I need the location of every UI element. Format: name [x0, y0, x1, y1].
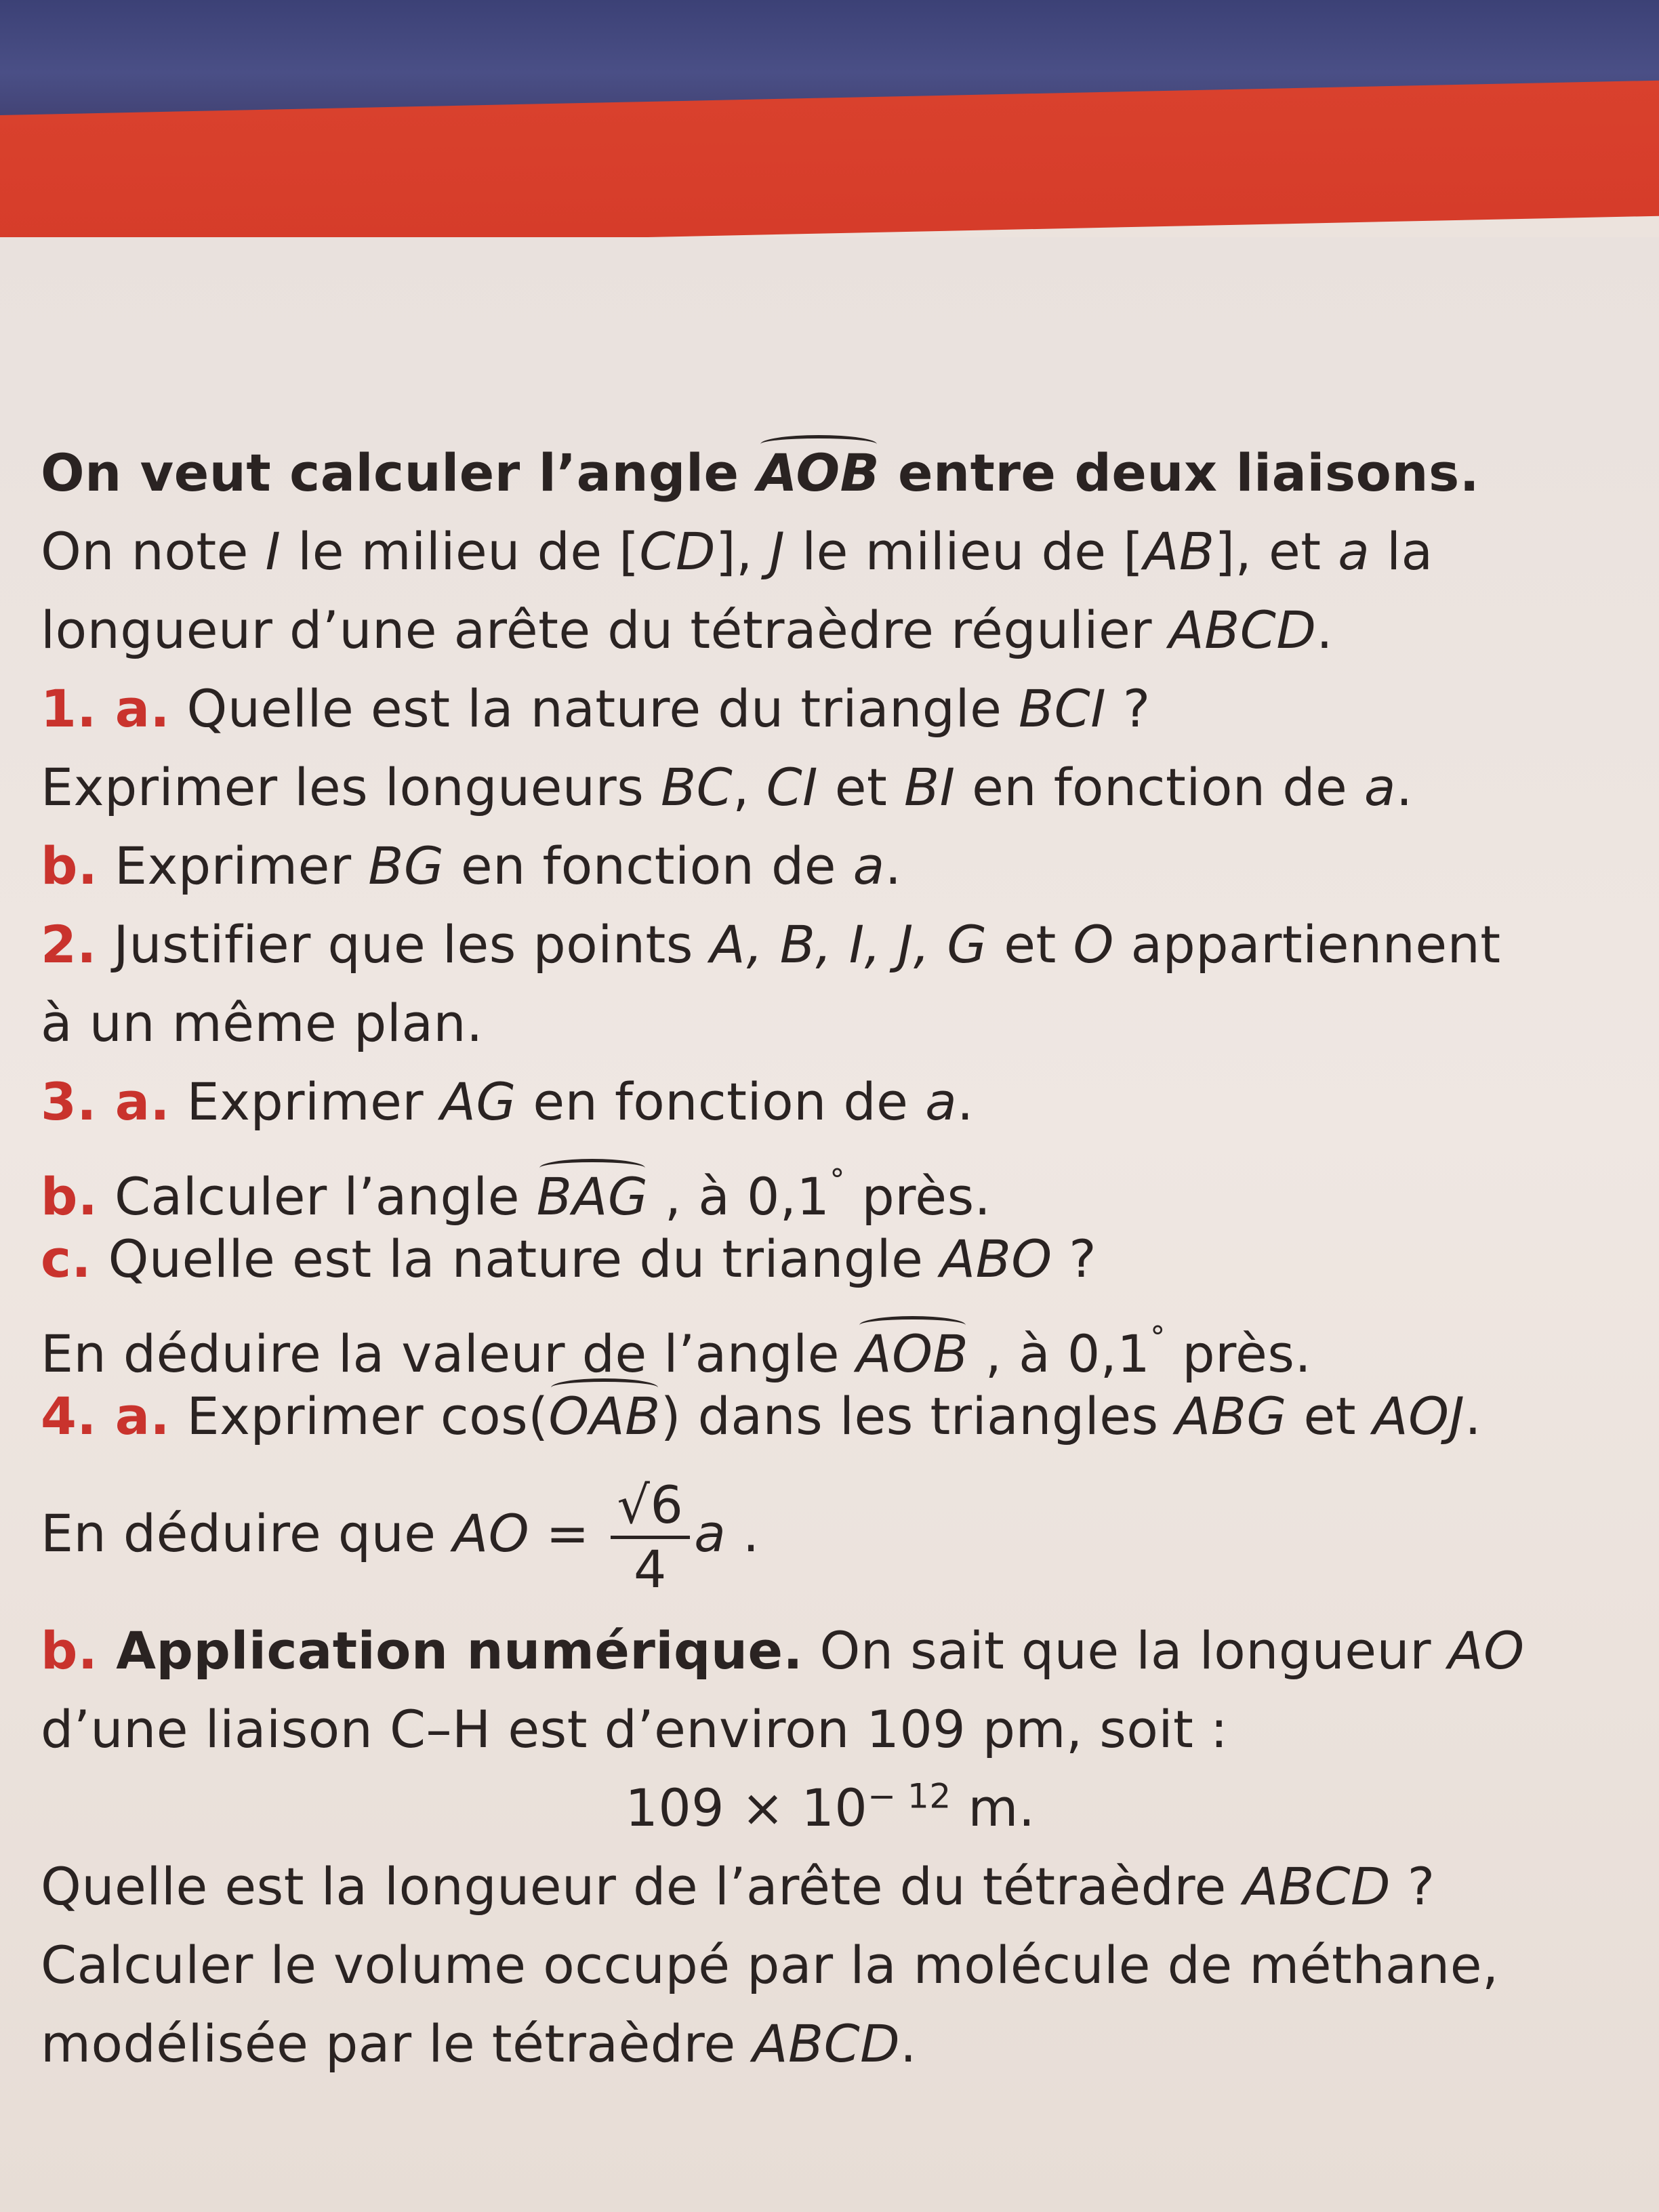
- question-3c-line-2: En déduire la valeur de l’angle AOB , à 0,1° près.: [41, 1298, 1620, 1377]
- intro-line-2: On note I le milieu de [CD], J le milieu de [AB], et a la: [41, 521, 1433, 581]
- intro-title: On veut calculer l’angle AOB entre deux liaisons.: [41, 434, 1620, 512]
- question-1a: 1. a. Quelle est la nature du triangle BCI ?: [41, 678, 1151, 739]
- question-4b: b. Application numérique. On sait que la longueur AO: [41, 1620, 1525, 1681]
- fraction-sqrt6-over-4: $\frac{√6}{4}$: [611, 1475, 691, 1600]
- question-3b: b. Calculer l’angle BAG , à 0,1° près.: [41, 1141, 1620, 1220]
- question-number: 2.: [41, 914, 97, 975]
- question-number: b.: [41, 1166, 98, 1227]
- question-1b: b. Exprimer BG en fonction de a.: [41, 836, 902, 896]
- question-4b-formula: $109 \times 10^{- 12}$ m.: [625, 1776, 1036, 1838]
- question-number: 4. a.: [41, 1386, 170, 1446]
- angle-aob: AOB: [857, 1315, 968, 1393]
- question-4b-line-5: Calculer le volume occupé par la molécule de méthane,: [41, 1935, 1499, 1995]
- question-number: 1. a.: [41, 678, 170, 739]
- question-number: b.: [41, 836, 98, 896]
- angle-oab: OAB: [548, 1377, 660, 1456]
- question-number: b.: [41, 1620, 98, 1681]
- angle-aob: AOB: [758, 434, 880, 512]
- question-4a: 4. a. Exprimer cos(OAB) dans les triangles ABG et AOJ.: [41, 1377, 1620, 1456]
- question-2: 2. Justifier que les points A, B, I, J, G et O appartiennent: [41, 914, 1501, 975]
- question-number: 3. a.: [41, 1071, 170, 1132]
- question-2-line-2: à un même plan.: [41, 993, 483, 1053]
- question-1a-line-2: Exprimer les longueurs BC, CI et BI en fonction de a.: [41, 757, 1413, 817]
- question-4b-line-2: d’une liaison C–H est d’environ 109 pm, soit :: [41, 1699, 1229, 1759]
- question-number: c.: [41, 1229, 91, 1289]
- exercise-text: [41, 434, 1620, 2083]
- question-4b-line-4: Quelle est la longueur de l’arête du tétraèdre ABCD ?: [41, 1856, 1435, 1917]
- question-4a-formula: En déduire que AO = $\frac{√6}{4}$ a .: [41, 1474, 760, 1599]
- intro-line-3: longueur d’une arête du tétraèdre régulier ABCD.: [41, 600, 1334, 660]
- angle-bag: BAG: [537, 1158, 649, 1236]
- question-4b-line-6: modélisée par le tétraèdre ABCD.: [41, 2013, 917, 2074]
- question-3c: c. Quelle est la nature du triangle ABO ?: [41, 1229, 1097, 1289]
- question-3a: 3. a. Exprimer AG en fonction de a.: [41, 1071, 974, 1132]
